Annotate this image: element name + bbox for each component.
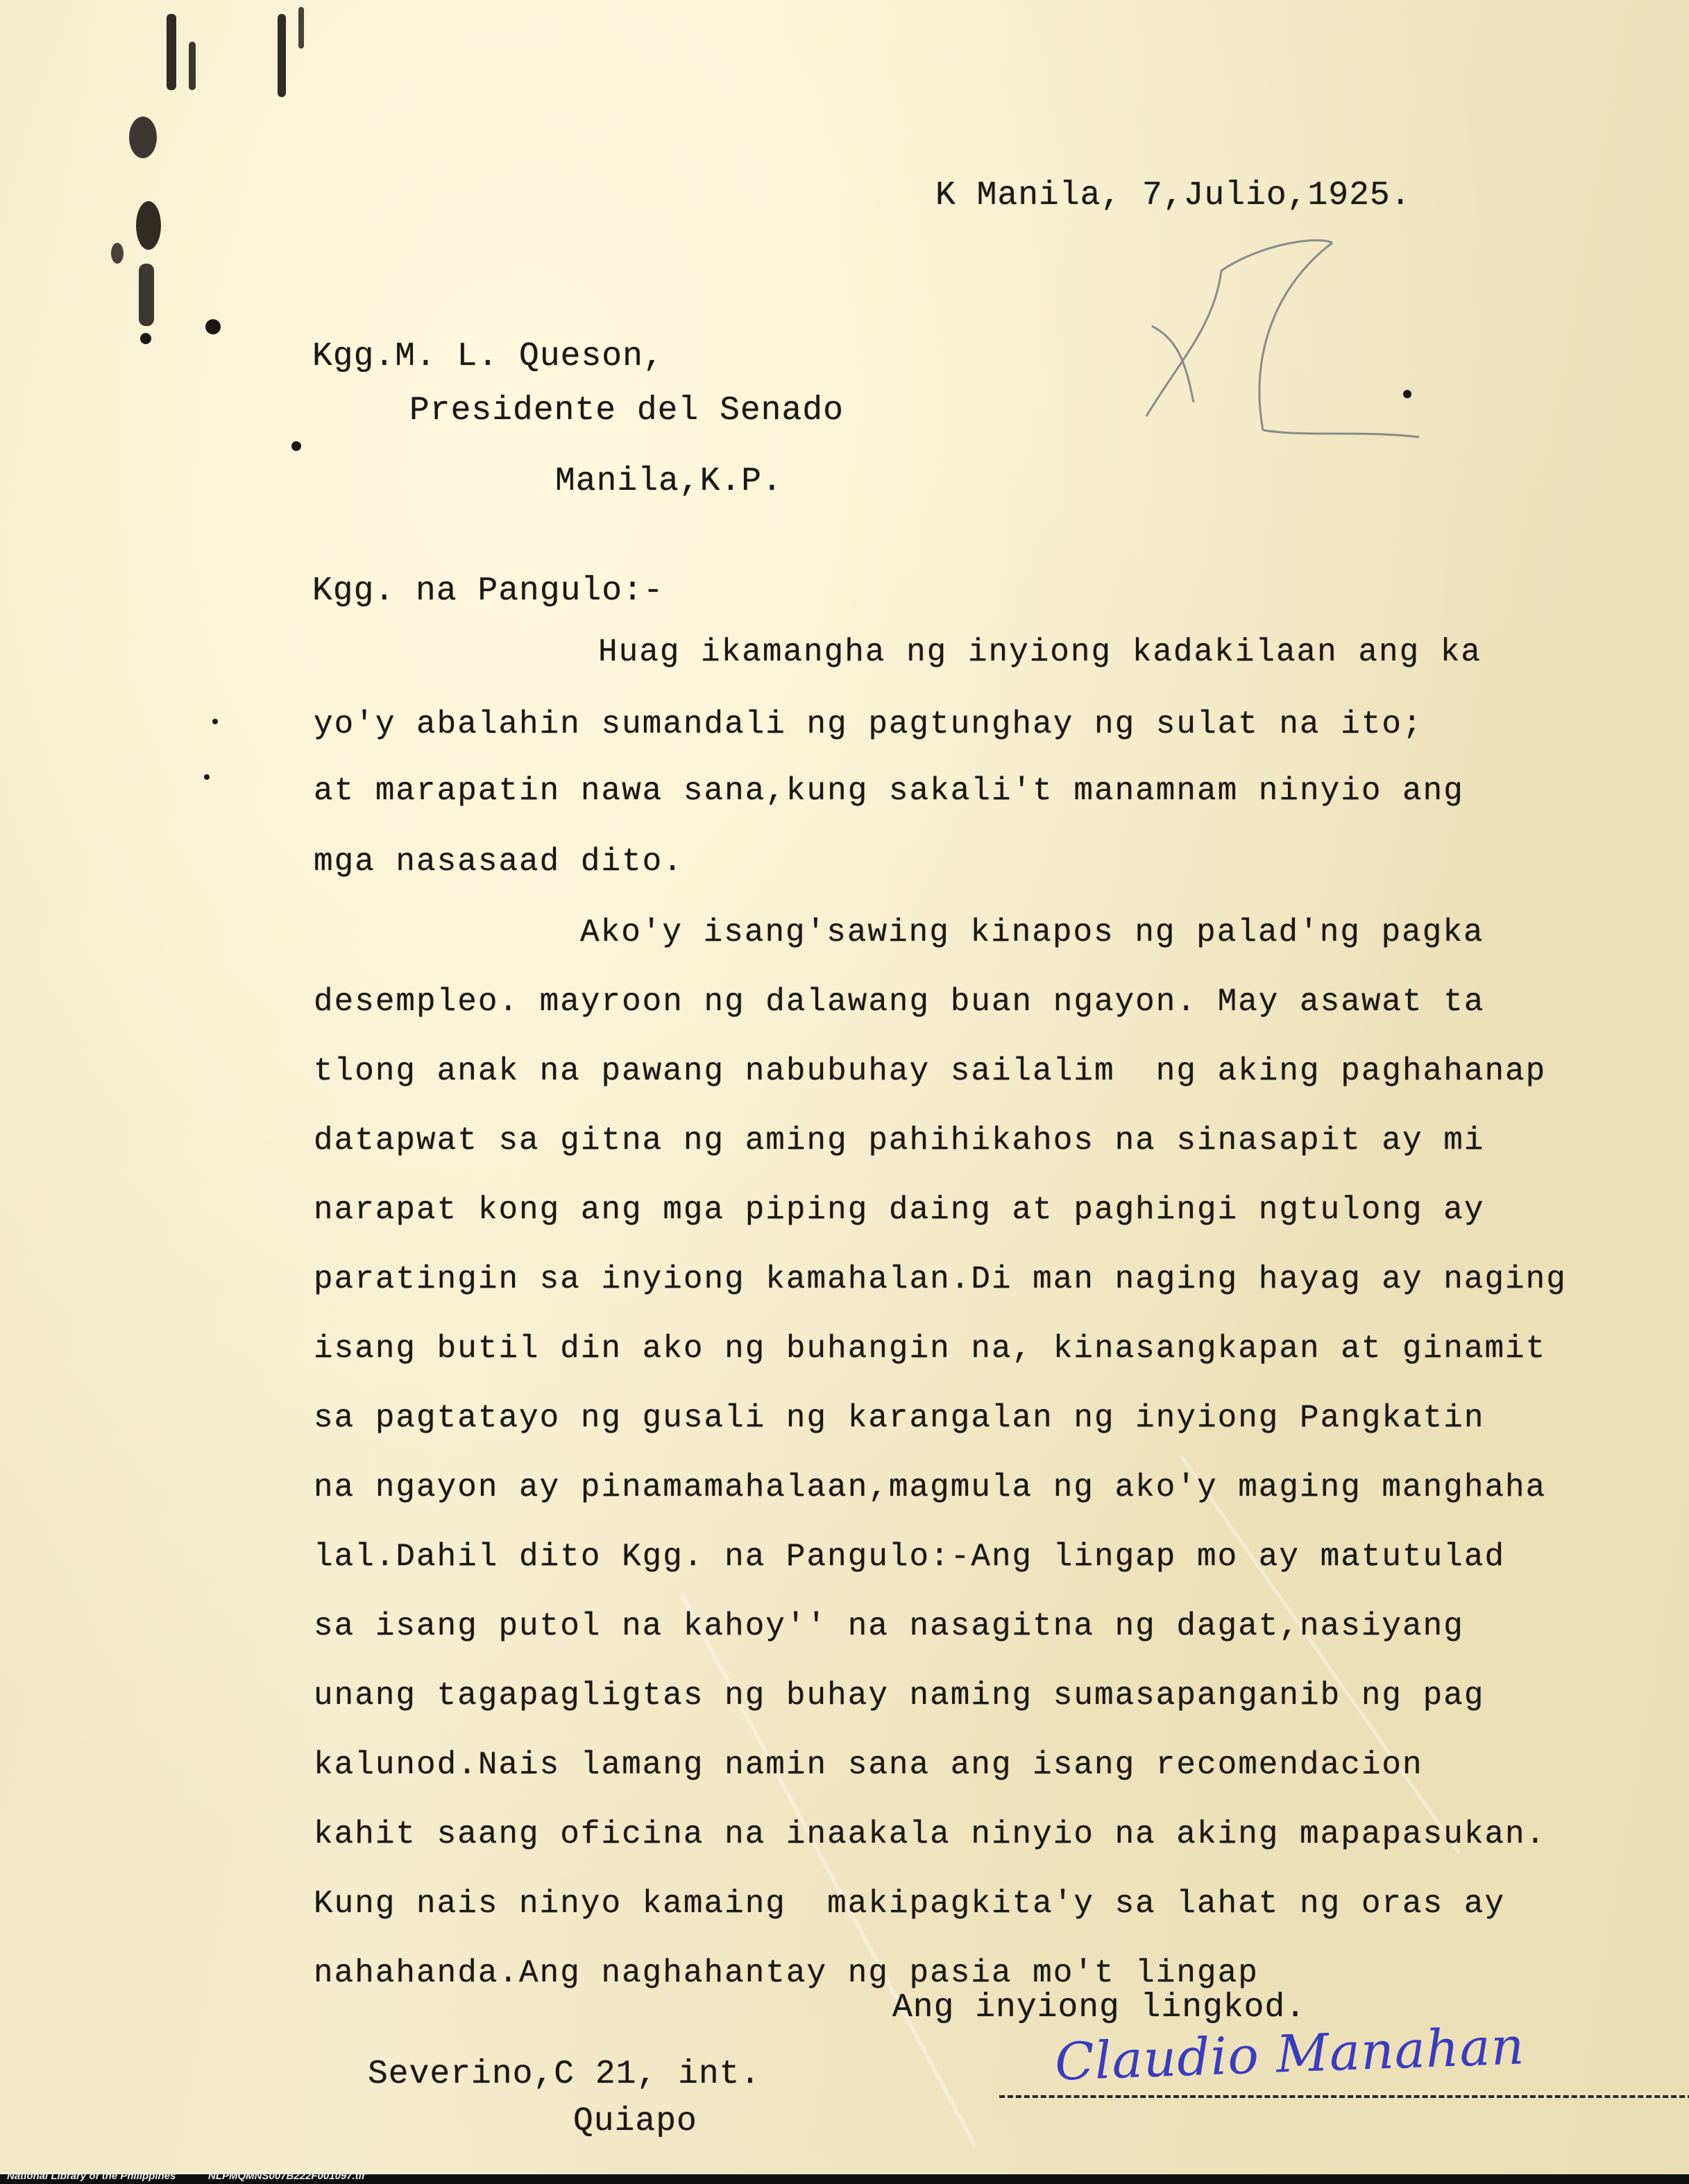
addressee-name: Kgg.M. L. Queson, (312, 338, 664, 375)
pencil-annotation-mark (1138, 229, 1429, 465)
addressee-title: Presidente del Senado (409, 392, 844, 429)
handwritten-signature: Claudio Manahan (1053, 2016, 1526, 2092)
body-line: lal.Dahil dito Kgg. na Pangulo:-Ang lingap mo ay matutulad (314, 1539, 1506, 1575)
salutation: Kgg. na Pangulo:- (312, 572, 664, 610)
body-line: na ngayon ay pinamamahalaan,magmula ng ako'y maging manghaha (314, 1469, 1547, 1505)
archive-file-id: NLPMQMNS007B222F001097.tif (208, 2170, 365, 2182)
body-line: yo'y abalahin sumandali ng pagtunghay ng sulat na ito; (314, 706, 1423, 742)
body-line: desempleo. mayroon ng dalawang buan ngayon. May asawat ta (314, 984, 1485, 1020)
body-line: tlong anak na pawang nabubuhay sailalim ng aking paghahanap (314, 1053, 1547, 1089)
body-line: sa isang putol na kahoy'' na nasagitna ng dagat,nasiyang (314, 1608, 1464, 1644)
addressee-location: Manila,K.P. (555, 463, 783, 500)
body-line: narapat kong ang mga piping daing at paghingi ngtulong ay (314, 1192, 1485, 1228)
body-line: Ako'y isang'sawing kinapos ng palad'ng pagka (580, 914, 1484, 950)
sender-district: Quiapo (573, 2103, 697, 2140)
body-line: paratingin sa inyiong kamahalan.Di man naging hayag ay naging (314, 1261, 1567, 1297)
paper-fold-crease (1180, 1455, 1461, 1854)
body-line: mga nasasaad dito. (314, 844, 684, 880)
body-line: kahit saang oficina na inaakala ninyio na aking mapapasukan. (314, 1816, 1547, 1852)
body-line: Kung nais ninyo kamaing makipagkita'y sa lahat ng oras ay (314, 1886, 1506, 1922)
sender-street: Severino,C 21, int. (368, 2056, 761, 2093)
closing: Ang inyiong lingkod. (892, 1989, 1307, 2027)
body-line: sa pagtatayo ng gusali ng karangalan ng inyiong Pangkatin (314, 1400, 1485, 1436)
archive-institution: National Library of the Philippines (7, 2170, 176, 2182)
letter-date: K Manila, 7,Julio,1925. (935, 177, 1411, 214)
body-line: kalunod.Nais lamang namin sana ang isang recomendacion (314, 1747, 1423, 1783)
signature-line (999, 2095, 1689, 2098)
body-line: at marapatin nawa sana,kung sakali't manamnam ninyio ang (314, 773, 1464, 809)
body-line: unang tagapagligtas ng buhay naming sumasapanganib ng pag (314, 1678, 1485, 1714)
body-line: nahahanda.Ang naghahantay ng pasia mo't lingap (314, 1955, 1259, 1991)
body-line: Huag ikamangha ng inyiong kadakilaan ang ka (598, 634, 1482, 670)
body-line: datapwat sa gitna ng aming pahihikahos na sinasapit ay mi (314, 1123, 1485, 1159)
body-line: isang butil din ako ng buhangin na, kinasangkapan at ginamit (314, 1331, 1547, 1367)
